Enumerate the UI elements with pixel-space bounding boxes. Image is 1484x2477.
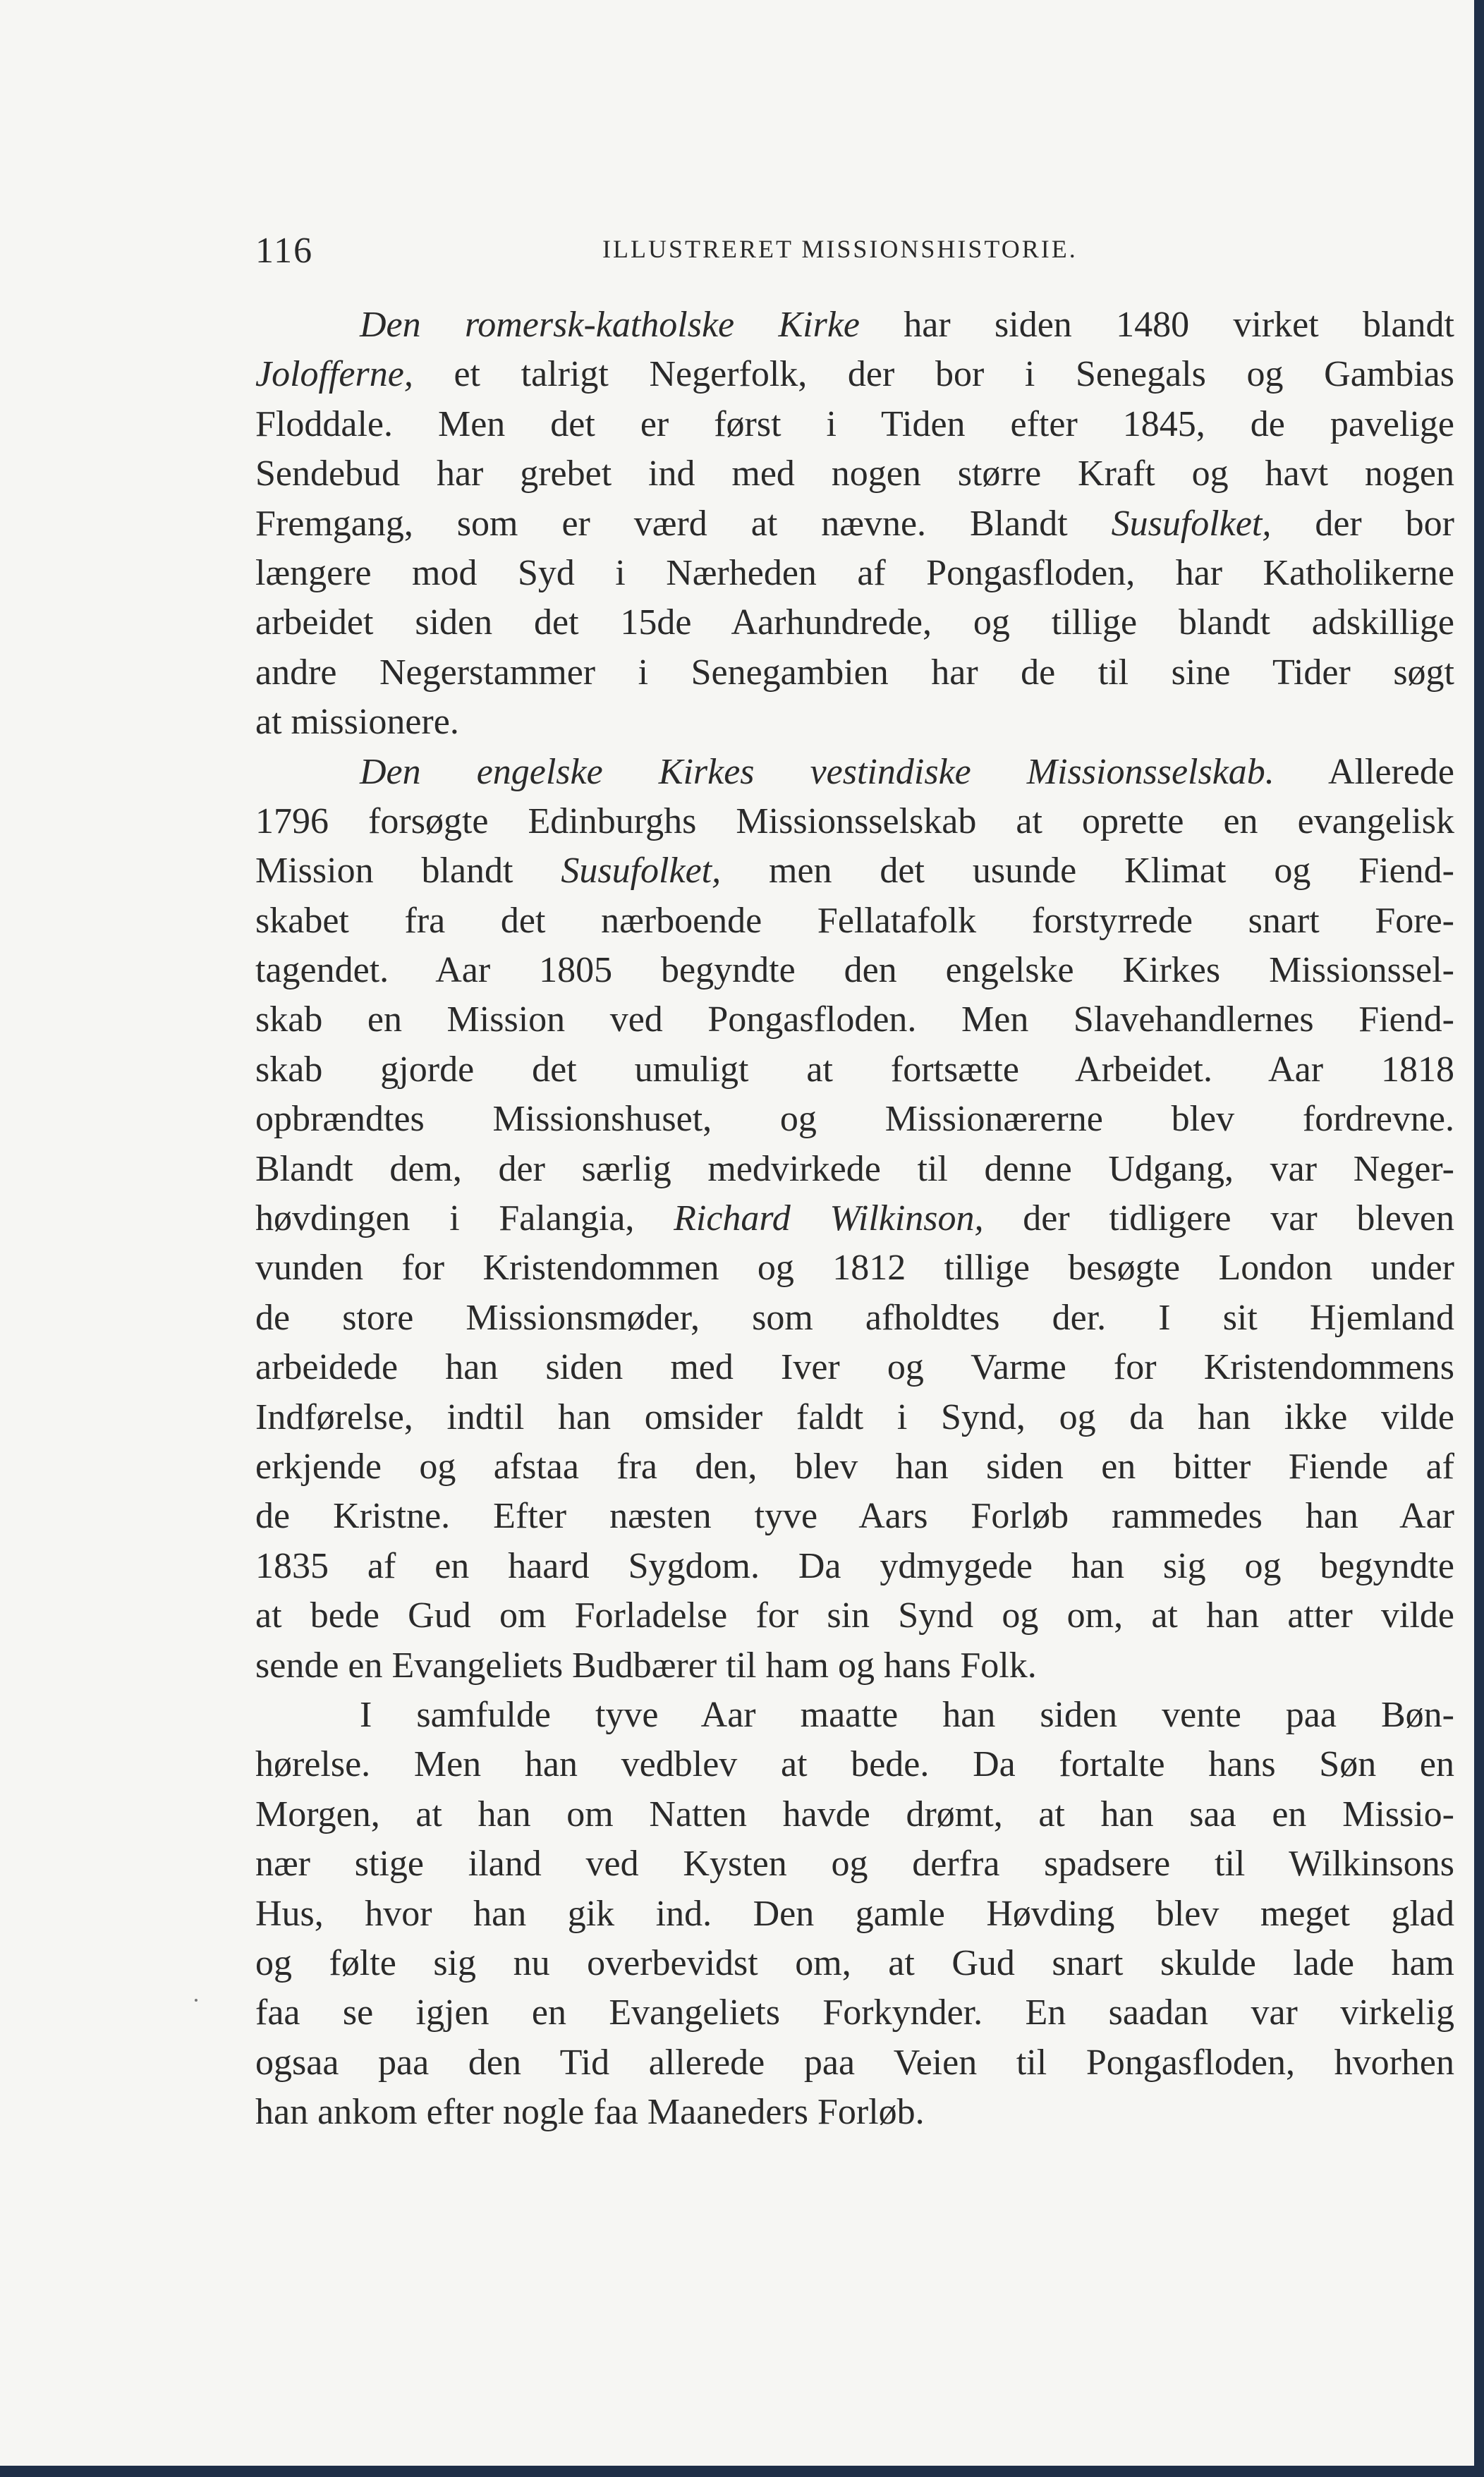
text-run: Morgen, at han om Natten havde drømt, at han saa en Missio- [255, 1794, 1454, 1834]
text-line [255, 2038, 1454, 2088]
text-line [255, 1740, 1454, 1789]
text-line [255, 1393, 1454, 1442]
text-line [255, 1095, 1454, 1144]
text-line [255, 1939, 1454, 1988]
text-run: Hus, hvor han gik ind. Den gamle Høvding blev meget glad [255, 1893, 1454, 1934]
text-line [255, 549, 1454, 598]
text-run: arbeidede han siden med Iver og Varme for Kristendommens [255, 1347, 1454, 1388]
italic-run: Den romersk-katholske Kirke [360, 305, 860, 345]
text-run: tagendet. Aar 1805 begyndte den engelske Kirkes Missionssel- [255, 950, 1454, 991]
margin-speck [195, 1999, 197, 2002]
text-run: og følte sig nu overbevidst om, at Gud snart skulde lade ham [255, 1942, 1454, 1983]
italic-run: Susufolket, [561, 851, 722, 891]
text-run: Mission blandt [255, 851, 561, 891]
text-run: Allerede [1274, 751, 1454, 792]
text-run: de Kristne. Efter næsten tyve Aars Forløb rammedes han Aar [255, 1496, 1454, 1537]
text-run: faa se igjen en Evangeliets Forkynder. En saadan var virkelig [255, 1992, 1454, 2033]
text-run: hørelse. Men han vedblev at bede. Da fortalte hans Søn en [255, 1744, 1454, 1785]
body-text [255, 300, 1454, 2137]
text-run: vunden for Kristendommen og 1812 tillige besøgte London under [255, 1248, 1454, 1289]
text-line [255, 1343, 1454, 1392]
text-line [255, 300, 1454, 350]
text-run: opbrændtes Missionshuset, og Missionærerne blev fordrevne. [255, 1099, 1454, 1140]
text-line [255, 1294, 1454, 1343]
page-header [255, 230, 1451, 272]
text-line [255, 698, 1454, 747]
text-line [255, 1790, 1454, 1839]
text-line [255, 499, 1454, 549]
text-run: skabet fra det nærboende Fellatafolk forstyrrede snart Fore- [255, 900, 1454, 941]
italic-run: Den engelske Kirkes vestindiske Missionsselskab. [360, 751, 1275, 792]
text-line [255, 1641, 1454, 1691]
text-run: skab gjorde det umuligt at fortsætte Arbeidet. Aar 1818 [255, 1049, 1454, 1090]
italic-run: Susufolket, [1111, 503, 1272, 544]
text-line [255, 1988, 1454, 2038]
text-run: længere mod Syd i Nærheden af Pongasfloden, har Katholikerne [255, 552, 1454, 593]
text-run: skab en Mission ved Pongasfloden. Men Slavehandlernes Fiend- [255, 999, 1454, 1040]
text-line [255, 449, 1454, 499]
text-run: andre Negerstammer i Senegambien har de til sine Tider søgt [255, 652, 1454, 693]
text-run: har siden 1480 virket blandt [859, 305, 1454, 345]
text-run: erkjende og afstaa fra den, blev han siden en bitter Fiende af [255, 1446, 1454, 1487]
text-line [255, 1492, 1454, 1541]
text-run: der tidligere var bleven [983, 1198, 1455, 1239]
text-line [255, 2088, 1454, 2137]
text-line [255, 350, 1454, 399]
text-line [255, 1243, 1454, 1293]
text-run: 1835 af en haard Sygdom. Da ydmygede han sig og begyndte [255, 1545, 1454, 1586]
text-run: et talrigt Negerfolk, der bor i Senegals og Gambias [413, 354, 1454, 395]
text-run: ogsaa paa den Tid allerede paa Veien til Pongasfloden, hvorhen [255, 2042, 1454, 2083]
text-run: sende en Evangeliets Budbærer til ham og hans Folk. [255, 1645, 1037, 1686]
text-run: nær stige iland ved Kysten og derfra spadsere til Wilkinsons [255, 1844, 1454, 1885]
text-line [255, 748, 1454, 797]
text-line [255, 896, 1454, 946]
text-run: 1796 forsøgte Edinburghs Missionsselskab at oprette en evangelisk [255, 801, 1454, 841]
text-run: høvdingen i Falangia, [255, 1198, 674, 1239]
text-run: arbeidet siden det 15de Aarhundrede, og tillige blandt adskillige [255, 602, 1454, 643]
text-line [255, 1542, 1454, 1591]
page-number: 116 [255, 231, 314, 271]
text-line [255, 946, 1454, 995]
running-head: ILLUSTRERET MISSIONSHISTORIE. [602, 235, 1078, 263]
text-run: Fremgang, som er værd at nævne. Blandt [255, 503, 1112, 544]
text-line [255, 400, 1454, 449]
italic-run: Richard Wilkinson, [674, 1198, 984, 1239]
text-line [255, 648, 1454, 698]
text-run: han ankom efter nogle faa Maaneders Forløb. [255, 2092, 925, 2133]
text-line [255, 1442, 1454, 1492]
italic-run: Jolofferne, [255, 354, 413, 395]
text-line [255, 1691, 1454, 1740]
text-line [255, 797, 1454, 846]
text-run: der bor [1271, 503, 1454, 544]
text-run: Indførelse, indtil han omsider faldt i Synd, og da han ikke vilde [255, 1396, 1454, 1437]
text-run: de store Missionsmøder, som afholdtes der. I sit Hjemland [255, 1297, 1454, 1338]
text-line [255, 1591, 1454, 1641]
text-line [255, 1145, 1454, 1194]
text-line [255, 1839, 1454, 1889]
text-run: Floddale. Men det er først i Tiden efter 1845, de pavelige [255, 403, 1454, 444]
text-run: at bede Gud om Forladelse for sin Synd og om, at han atter vilde [255, 1595, 1454, 1636]
text-run: I samfulde tyve Aar maatte han siden vente paa Bøn- [360, 1694, 1454, 1735]
text-line [255, 598, 1454, 647]
text-run: at missionere. [255, 702, 459, 743]
text-run: Sendebud har grebet ind med nogen større Kraft og havt nogen [255, 454, 1454, 494]
text-line [255, 1045, 1454, 1095]
text-line [255, 1889, 1454, 1939]
text-line [255, 995, 1454, 1045]
text-run: men det usunde Klimat og Fiend- [721, 851, 1454, 891]
text-line [255, 1194, 1454, 1243]
text-line [255, 846, 1454, 896]
text-run: Blandt dem, der særlig medvirkede til denne Udgang, var Neger- [255, 1148, 1454, 1189]
